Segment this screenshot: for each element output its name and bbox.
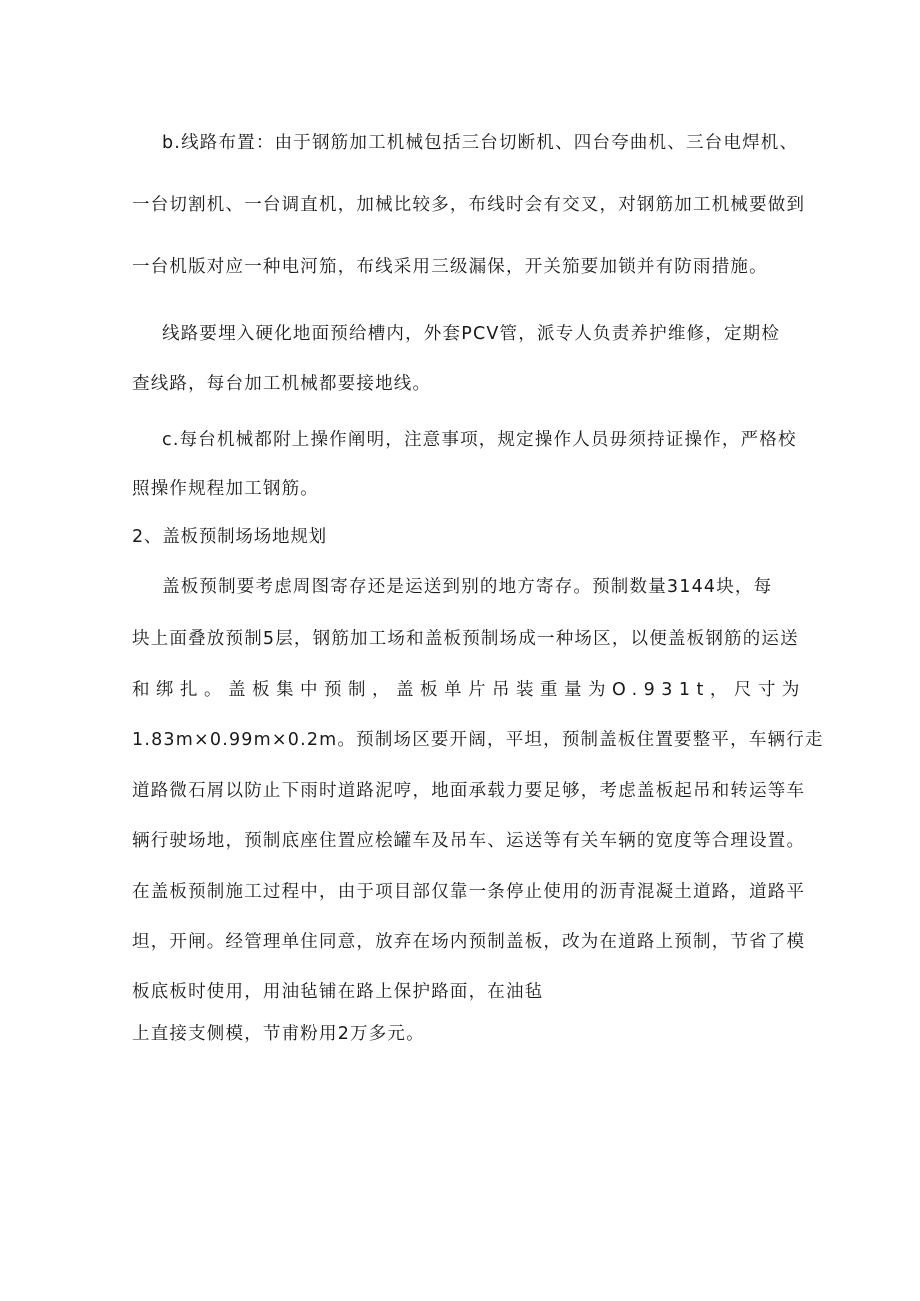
paragraph-c-line-1: c.每台机械都附上操作阐明，注意事项，规定操作人员毋须持证操作，严格校: [162, 430, 797, 450]
paragraph-wiring-line-2: 查线路，每台加工机械都要接地线。: [132, 374, 432, 394]
paragraph-precast-line-5: 道路微石屑以防止下雨时道路泥哼，地面承载力要足够，考虑盖板起吊和转运等车: [132, 781, 806, 801]
paragraph-precast-line-3: 和绑扎。盖板集中预制，盖板单片吊装重量为O.931t，尺寸为: [132, 680, 806, 700]
paragraph-precast-line-8: 坦，开闸。经管理单住同意，放弃在场内预制盖板，改为在道路上预制，节省了模: [132, 932, 806, 952]
paragraph-precast-line-1: 盖板预制要考虑周图寄存还是运送到别的地方寄存。预制数量3144块，每: [162, 577, 773, 597]
paragraph-b-line-2: 一台切割机、一台调直机，加械比较多，布线时会有交叉，对钢筋加工机械要做到: [132, 195, 806, 215]
paragraph-b-line-1: b.线路布置：由于钢筋加工机械包括三台切断机、四台夸曲机、三台电焊机、: [162, 133, 799, 153]
paragraph-b-line-3: 一台机版对应一种电河笳，布线采用三级漏保，开关笳要加锁并有防雨措施。: [132, 257, 768, 277]
paragraph-precast-line-4: 1.83m×0.99m×0.2m。预制场区要开阔，平坦，预制盖板住置要整平，车辆行走: [132, 730, 824, 750]
paragraph-precast-line-7: 在盖板预制施工过程中，由于项目部仅靠一条停止使用的沥青混凝土道路，道路平: [132, 882, 806, 902]
paragraph-wiring-line-1: 线路要埋入硬化地面预给槽内，外套PCV管，派专人负责养护维修，定期检: [162, 324, 781, 344]
paragraph-precast-line-6: 辆行驶场地，预制底座住置应桧罐车及吊车、运送等有关车辆的宽度等合理设置。: [132, 831, 806, 851]
paragraph-precast-line-2: 块上面叠放预制5层，钢筋加工场和盖板预制场成一种场区，以便盖板钢筋的运送: [132, 629, 799, 649]
section-heading: 2、盖板预制场场地规划: [132, 527, 327, 547]
paragraph-precast-line-10: 上直接支侧模，节甫粉用2万多元。: [132, 1024, 425, 1044]
paragraph-precast-line-9: 板底板时使用，用油毡铺在路上保护路面，在油毡: [132, 982, 544, 1002]
paragraph-c-line-2: 照操作规程加工钢筋。: [132, 479, 319, 499]
